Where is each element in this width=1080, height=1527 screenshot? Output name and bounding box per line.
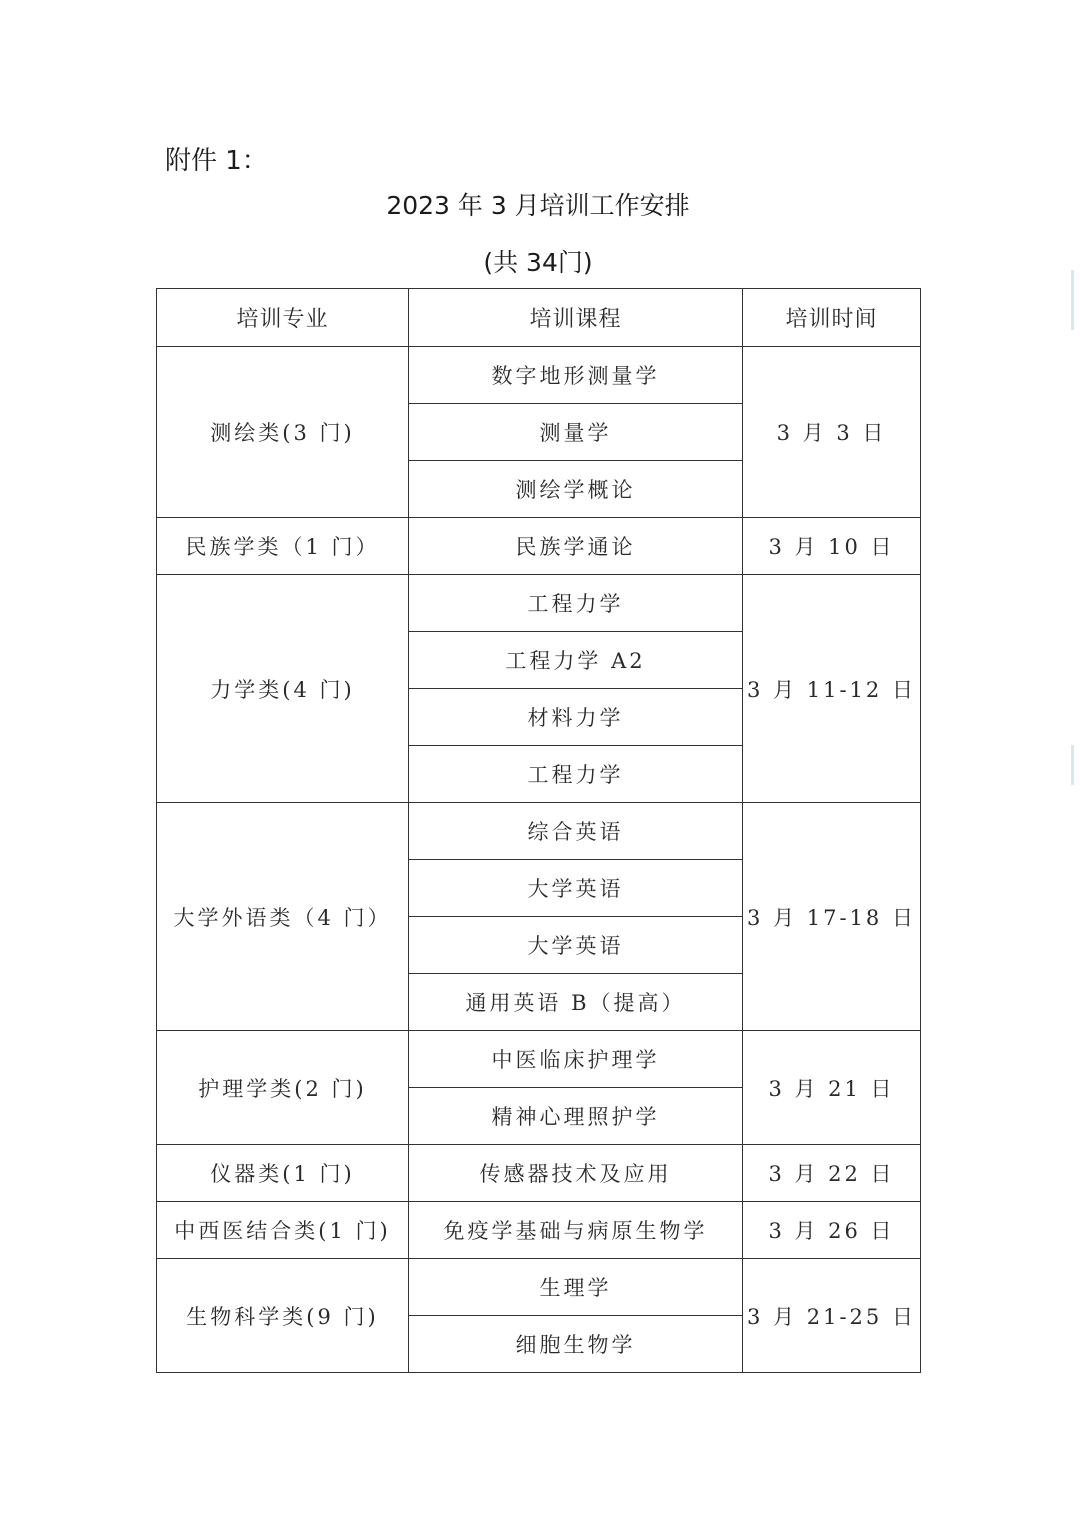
table-row: [157, 575, 921, 632]
table-row: [157, 518, 921, 575]
date-cell: 3 月 11-12 日: [743, 575, 921, 803]
course-cell: 大学英语: [409, 917, 743, 974]
header-date: 培训时间: [743, 289, 921, 347]
major-cell: 力学类(4 门): [157, 575, 409, 803]
major-cell: 中西医结合类(1 门): [157, 1202, 409, 1259]
major-cell: 生物科学类(9 门): [157, 1259, 409, 1373]
course-cell: 工程力学 A2: [409, 632, 743, 689]
attachment-label: 附件 1：: [165, 146, 268, 176]
course-cell: 民族学通论: [409, 518, 743, 575]
course-cell: 综合英语: [409, 803, 743, 860]
date-cell: 3 月 10 日: [743, 518, 921, 575]
date-cell: 3 月 3 日: [743, 347, 921, 518]
scan-edge-mark: [1071, 745, 1074, 785]
date-cell: 3 月 21-25 日: [743, 1259, 921, 1373]
course-cell: 通用英语 B（提高）: [409, 974, 743, 1031]
scan-edge-mark: [1071, 270, 1074, 330]
course-cell: 中医临床护理学: [409, 1031, 743, 1088]
table-row: [157, 1259, 921, 1316]
header-course: 培训课程: [409, 289, 743, 347]
major-cell: 大学外语类（4 门）: [157, 803, 409, 1031]
course-cell: 工程力学: [409, 746, 743, 803]
document-subtitle: (共 34门): [483, 248, 593, 277]
date-cell: 3 月 21 日: [743, 1031, 921, 1145]
date-cell: 3 月 22 日: [743, 1145, 921, 1202]
table-row: [157, 1031, 921, 1088]
table-row: [157, 1202, 921, 1259]
table-row: [157, 347, 921, 404]
document-title: 2023 年 3 月培训工作安排: [386, 191, 690, 220]
header-major: 培训专业: [157, 289, 409, 347]
course-cell: 大学英语: [409, 860, 743, 917]
course-cell: 生理学: [409, 1259, 743, 1316]
course-cell: 测量学: [409, 404, 743, 461]
course-cell: 精神心理照护学: [409, 1088, 743, 1145]
major-cell: 测绘类(3 门): [157, 347, 409, 518]
course-cell: 传感器技术及应用: [409, 1145, 743, 1202]
course-cell: 数字地形测量学: [409, 347, 743, 404]
course-cell: 细胞生物学: [409, 1316, 743, 1373]
training-schedule-table: [156, 288, 921, 1373]
date-cell: 3 月 17-18 日: [743, 803, 921, 1031]
course-cell: 免疫学基础与病原生物学: [409, 1202, 743, 1259]
course-cell: 材料力学: [409, 689, 743, 746]
table-row: [157, 803, 921, 860]
major-cell: 民族学类（1 门）: [157, 518, 409, 575]
date-cell: 3 月 26 日: [743, 1202, 921, 1259]
table-header-row: [157, 289, 921, 347]
table-row: [157, 1145, 921, 1202]
major-cell: 护理学类(2 门): [157, 1031, 409, 1145]
major-cell: 仪器类(1 门): [157, 1145, 409, 1202]
course-cell: 工程力学: [409, 575, 743, 632]
course-cell: 测绘学概论: [409, 461, 743, 518]
